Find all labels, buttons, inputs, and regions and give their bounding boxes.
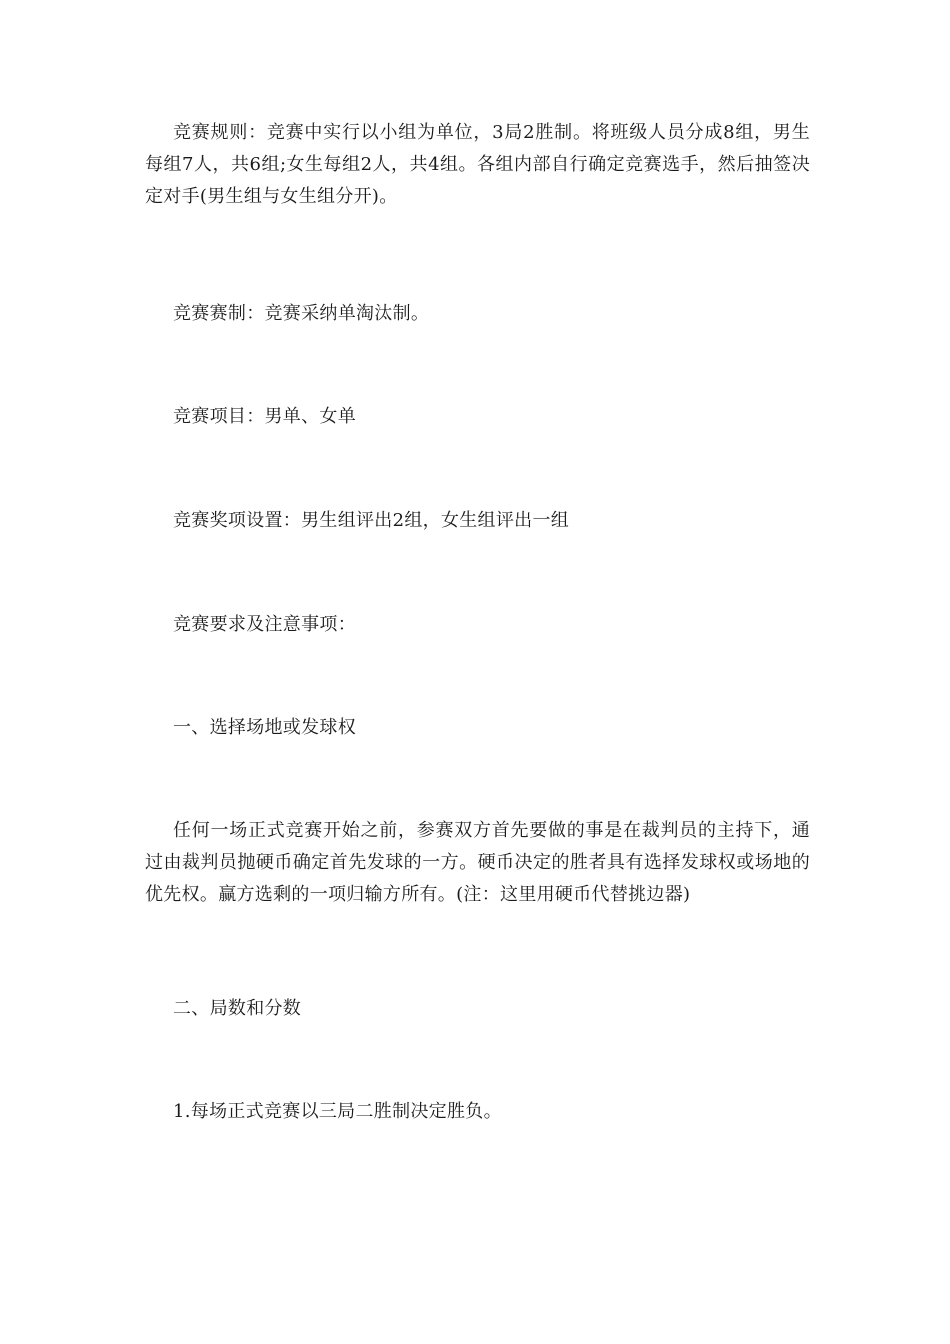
section-heading-games-scores: 二、局数和分数 [173, 998, 302, 1019]
paragraph-competition-format: 竞赛赛制：竞赛采纳单淘汰制。 [173, 303, 430, 324]
paragraph-requirements-heading: 竞赛要求及注意事项： [173, 614, 356, 635]
paragraph-best-of-three: 1.每场正式竞赛以三局二胜制决定胜负。 [173, 1101, 502, 1122]
paragraph-competition-events: 竞赛项目：男单、女单 [173, 406, 356, 427]
paragraph-competition-rules: 竞赛规则：竞赛中实行以小组为单位，3局2胜制。将班级人员分成8组，男生每组7人，共6组;女生每组2人，共4组。各组内部自行确定竞赛选手，然后抽签决定对手(男生组与女生组分开)。 [145, 122, 810, 207]
paragraph-awards: 竞赛奖项设置：男生组评出2组，女生组评出一组 [173, 510, 570, 531]
section-heading-court-serve: 一、选择场地或发球权 [173, 717, 356, 738]
paragraph-coin-toss: 任何一场正式竞赛开始之前，参赛双方首先要做的事是在裁判员的主持下，通过由裁判员抛硬币确定首先发球的一方。硬币决定的胜者具有选择发球权或场地的优先权。赢方选剩的一项归输方所有。(注：这里用硬币代替挑边器) [145, 820, 810, 905]
